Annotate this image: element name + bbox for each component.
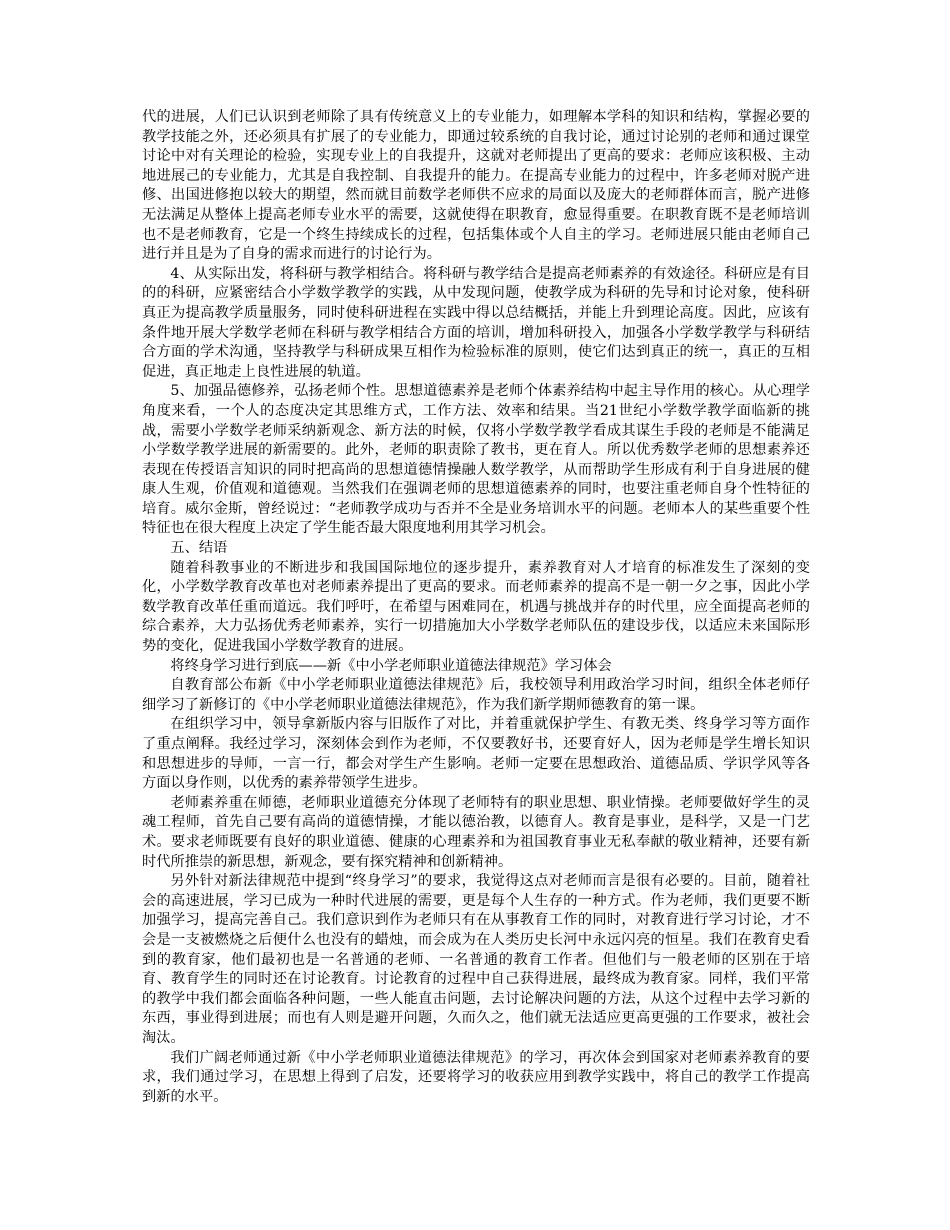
paragraph-6: 在组织学习中，领导拿新版内容与旧版作了对比，并着重就保护学生、有教无类、终身学习等方面作了重点阐释。我经过学习，深刻体会到作为老师，不仅要教好书，还要育好人，因为老师是学生增长知识和思想进步的导师，一言一行，都会对学生产生影响。老师一定要在思想政治、道德品质、学识学风等各方面以身作则，以优秀的素养带领学生进步。 — [142, 716, 810, 792]
paragraph-8: 另外针对新法律规范中提到“终身学习”的要求，我觉得这点对老师而言是很有必要的。目前，随着社会的高速进展，学习已成为一种时代进展的需要，更是每个人生存的一种方式。作为老师，我们更要不断加强学习，提高完善自己。我们意识到作为老师只有在从事教育工作的同时，对教育进行学习讨论，才不会是一支被燃烧之后便什么也没有的蜡烛，而会成为在人类历史长河中永远闪亮的恒星。我们在教育史看到的教育家，他们最初也是一名普通的老师、一名普通的教育工作者。但他们与一般老师的区别在于培育、教育学生的同时还在讨论教育。讨论教育的过程中自己获得进展，最终成为教育家。同样，我们平常的教学中我们都会面临各种问题，一些人能直击问题，去讨论解决问题的方法，从这个过程中去学习新的东西，事业得到进展；而也有人则是避开问题，久而久之，他们就无法适应更高更强的工作要求，被社会淘汰。 — [142, 873, 810, 1046]
paragraph-9: 我们广阔老师通过新《中小学老师职业道德法律规范》的学习，再次体会到国家对老师素养教育的要求，我们通过学习，在思想上得到了启发，还要将学习的收获应用到教学实践中，将自己的教学工作提高到新的水平。 — [142, 1049, 810, 1105]
paragraph-3: 5、加强品德修养，弘扬老师个性。思想道德素养是老师个体素养结构中起主导作用的核心。从心理学角度来看，一个人的态度决定其思维方式，工作方法、效率和结果。当21世纪小学数学教学面临新的挑战，需要小学数学老师采纳新观念、新方法的时候，仅将小学数学教学看成其谋生手段的老师是不能满足小学数学教学进展的新需要的。此外，老师的职责除了教书，更在育人。所以优秀数学老师的思想素养还表现在传授语言知识的同时把高尚的思想道德情操融人数学教学，从而帮助学生形成有利于自身进展的健康人生观，价值观和道德观。当然我们在强调老师的思想道德素养的同时，也要注重老师自身个性特征的培育。威尔金斯，曾经说过：“老师教学成功与否并不全是业务培训水平的问题。老师本人的某些重要个性特征也在很大程度上决定了学生能否最大限度地利用其学习机会。 — [142, 383, 810, 537]
paragraph-1: 代的进展，人们已认识到老师除了具有传统意义上的专业能力，如理解本学科的知识和结构，掌握必要的教学技能之外，还必须具有扩展了的专业能力，即通过较系统的自我讨论，通过讨论别的老师和通过课堂讨论中对有关理论的检验，实现专业上的自我提升，这就对老师提出了更高的要求：老师应该积极、主动地进展己的专业能力，尤其是自我控制、自我提升的能力。在提高专业能力的过程中，许多老师对脱产进修、出国进修抱以较大的期望，然而就目前数学老师供不应求的局面以及庞大的老师群体而言，脱产进修无法满足从整体上提高老师专业水平的需要，这就使得在职教育，愈显得重要。在职教育既不是老师培训也不是老师教育，它是一个终生持续成长的过程，包括集体或个人自主的学习。老师进展只能由老师自己进行并且是为了自身的需求而进行的讨论行为。 — [142, 109, 810, 263]
paragraph-5: 自教育部公布新《中小学老师职业道德法律规范》后，我校领导利用政治学习时间，组织全体老师仔细学习了新修订的《中小学老师职业道德法律规范》，作为我们新学期师德教育的第一课。 — [142, 677, 810, 713]
document-body — [142, 108, 810, 1107]
paragraph-2: 4、从实际出发，将科研与教学相结合。将科研与教学结合是提高老师素养的有效途径。科研应是有目的的科研，应紧密结合小学数学教学的实践，从中发现问题，使教学成为科研的先导和讨论对象，使科研真正为提高教学质量服务，同时使科研进程在实践中得以总结概括，并能上升到理论高度。因此，应该有条件地开展大学数学老师在科研与教学相结合方面的培训，增加科研投入，加强各小学数学教学与科研结合方面的学术沟通，坚持教学与科研成果互相作为检验标准的原则，使它们达到真正的统一，真正的互相促进，真正地走上良性进展的轨道。 — [142, 265, 810, 380]
paragraph-7: 老师素养重在师德，老师职业道德充分体现了老师特有的职业思想、职业情操。老师要做好学生的灵魂工程师，首先自己要有高尚的道德情操，才能以德治教，以德育人。教育是事业，是科学，又是一门艺术。要求老师既要有良好的职业道德、健康的心理素养和为祖国教育事业无私奉献的敬业精神，还要有新时代所推崇的新思想，新观念，要有探究精神和创新精神。 — [142, 794, 810, 870]
article-title: 将终身学习进行到底——新《中小学老师职业道德法律规范》学习体会 — [170, 657, 612, 674]
paragraph-4: 随着科教事业的不断进步和我国国际地位的逐步提升，素养教育对人才培育的标准发生了深刻的变化，小学数学教育改革也对老师素养提出了更高的要求。而老师素养的提高不是一朝一夕之事，因此小学数学教育改革任重而道远。我们呼吁，在希望与困难同在，机遇与挑战并存的时代里，应全面提高老师的综合素养，大力弘扬优秀老师素养，实行一切措施加大小学数学老师队伍的建设步伐，以适应未来国际形势的变化，促进我国小学数学教育的进展。 — [142, 559, 810, 655]
section-heading-conclusion: 五、结语 — [170, 540, 228, 557]
